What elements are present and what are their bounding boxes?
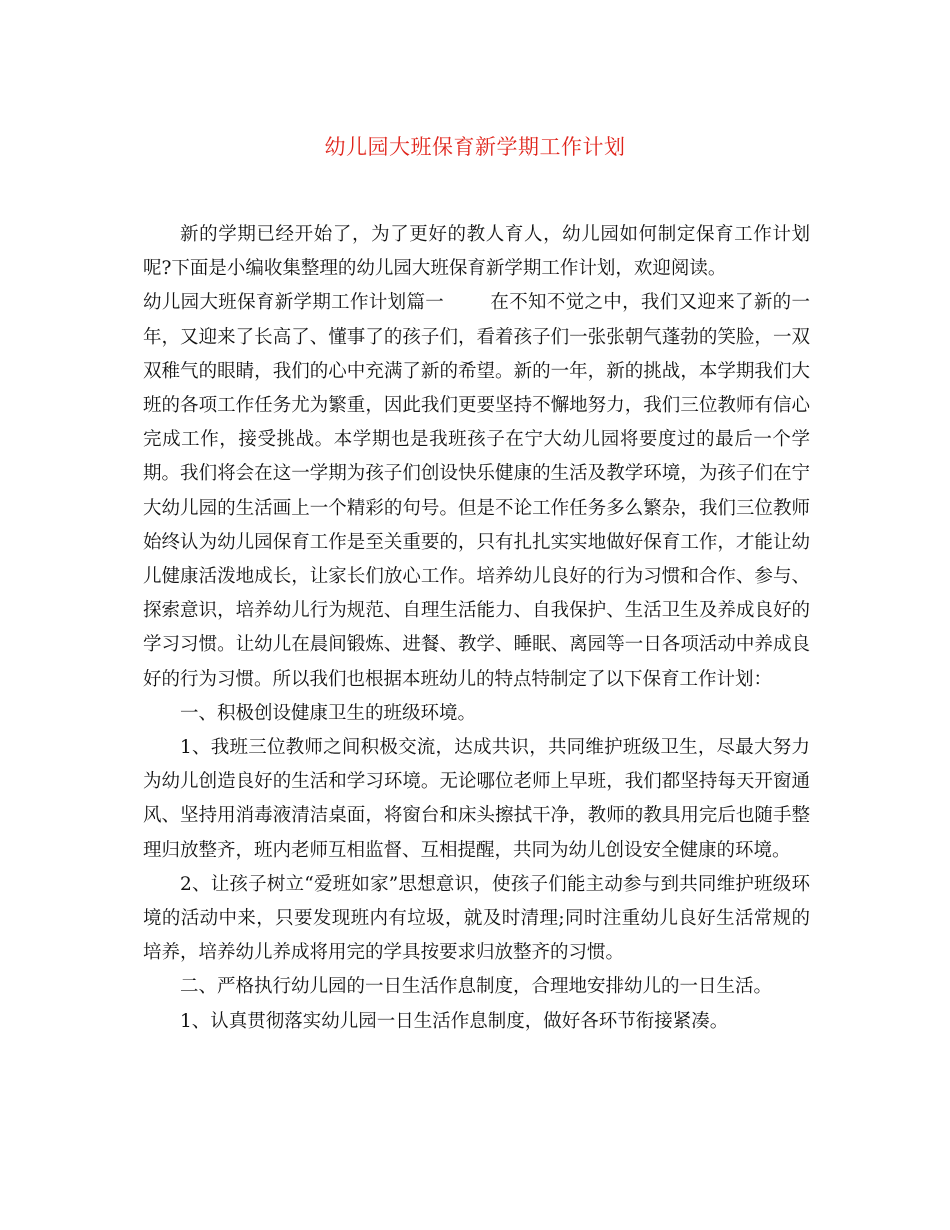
paragraph-1-2: 2、让孩子树立“爱班如家”思想意识，使孩子们能主动参与到共同维护班级环境的活动中来，只要发现班内有垃圾，就及时清理;同时注重幼儿良好生活常规的培养，培养幼儿养成将用完的学具按要求归放整齐的习惯。: [143, 873, 810, 964]
section-heading: 幼儿园大班保育新学期工作计划篇一: [143, 292, 445, 314]
heading-two: 二、严格执行幼儿园的一日生活作息制度，合理地安排幼儿的一日生活。: [180, 976, 773, 998]
intro-paragraph: 新的学期已经开始了，为了更好的教人育人，幼儿园如何制定保育工作计划呢?下面是小编收集整理的幼儿园大班保育新学期工作计划，欢迎阅读。: [143, 224, 810, 280]
paragraph-1-1: 1、我班三位教师之间积极交流，达成共识，共同维护班级卫生，尽最大努力为幼儿创造良好的生活和学习环境。无论哪位老师上早班，我们都坚持每天开窗通风、坚持用消毒液清洁桌面，将窗台和床头擦拭干净，教师的教具用完后也随手整理归放整齐，班内老师互相监督、互相提醒，共同为幼儿创设安全健康的环境。: [143, 737, 810, 861]
paragraph-2-1: 1、认真贯彻落实幼儿园一日生活作息制度，做好各环节衔接紧凑。: [180, 1010, 729, 1032]
document-body: [143, 218, 810, 1039]
document-title: 幼儿园大班保育新学期工作计划: [324, 135, 626, 159]
section-paragraph: [143, 286, 810, 696]
heading-one: 一、积极创设健康卫生的班级环境。: [180, 702, 477, 724]
section-body: 在不知不觉之中，我们又迎来了新的一年，又迎来了长高了、懂事了的孩子们，看着孩子们一张张朝气蓬勃的笑脸，一双双稚气的眼睛，我们的心中充满了新的希望。新的一年，新的挑战，本学期我们大班的各项工作任务尤为繁重，因此我们更要坚持不懈地努力，我们三位教师有信心完成工作，接受挑战。本学期也是我班孩子在宁大幼儿园将要度过的最后一个学期。我们将会在这一学期为孩子们创设快乐健康的生活及教学环境，为孩子们在宁大幼儿园的生活画上一个精彩的句号。但是不论工作任务多么繁杂，我们三位教师始终认为幼儿园保育工作是至关重要的，只有扎扎实实地做好保育工作，才能让幼儿健康活泼地成长，让家长们放心工作。培养幼儿良好的行为习惯和合作、参与、探索意识，培养幼儿行为规范、自理生活能力、自我保护、生活卫生及养成良好的学习习惯。让幼儿在晨间锻炼、进餐、教学、睡眠、离园等一日各项活动中养成良好的行为习惯。所以我们也根据本班幼儿的特点特制定了以下保育工作计划：: [143, 292, 810, 690]
